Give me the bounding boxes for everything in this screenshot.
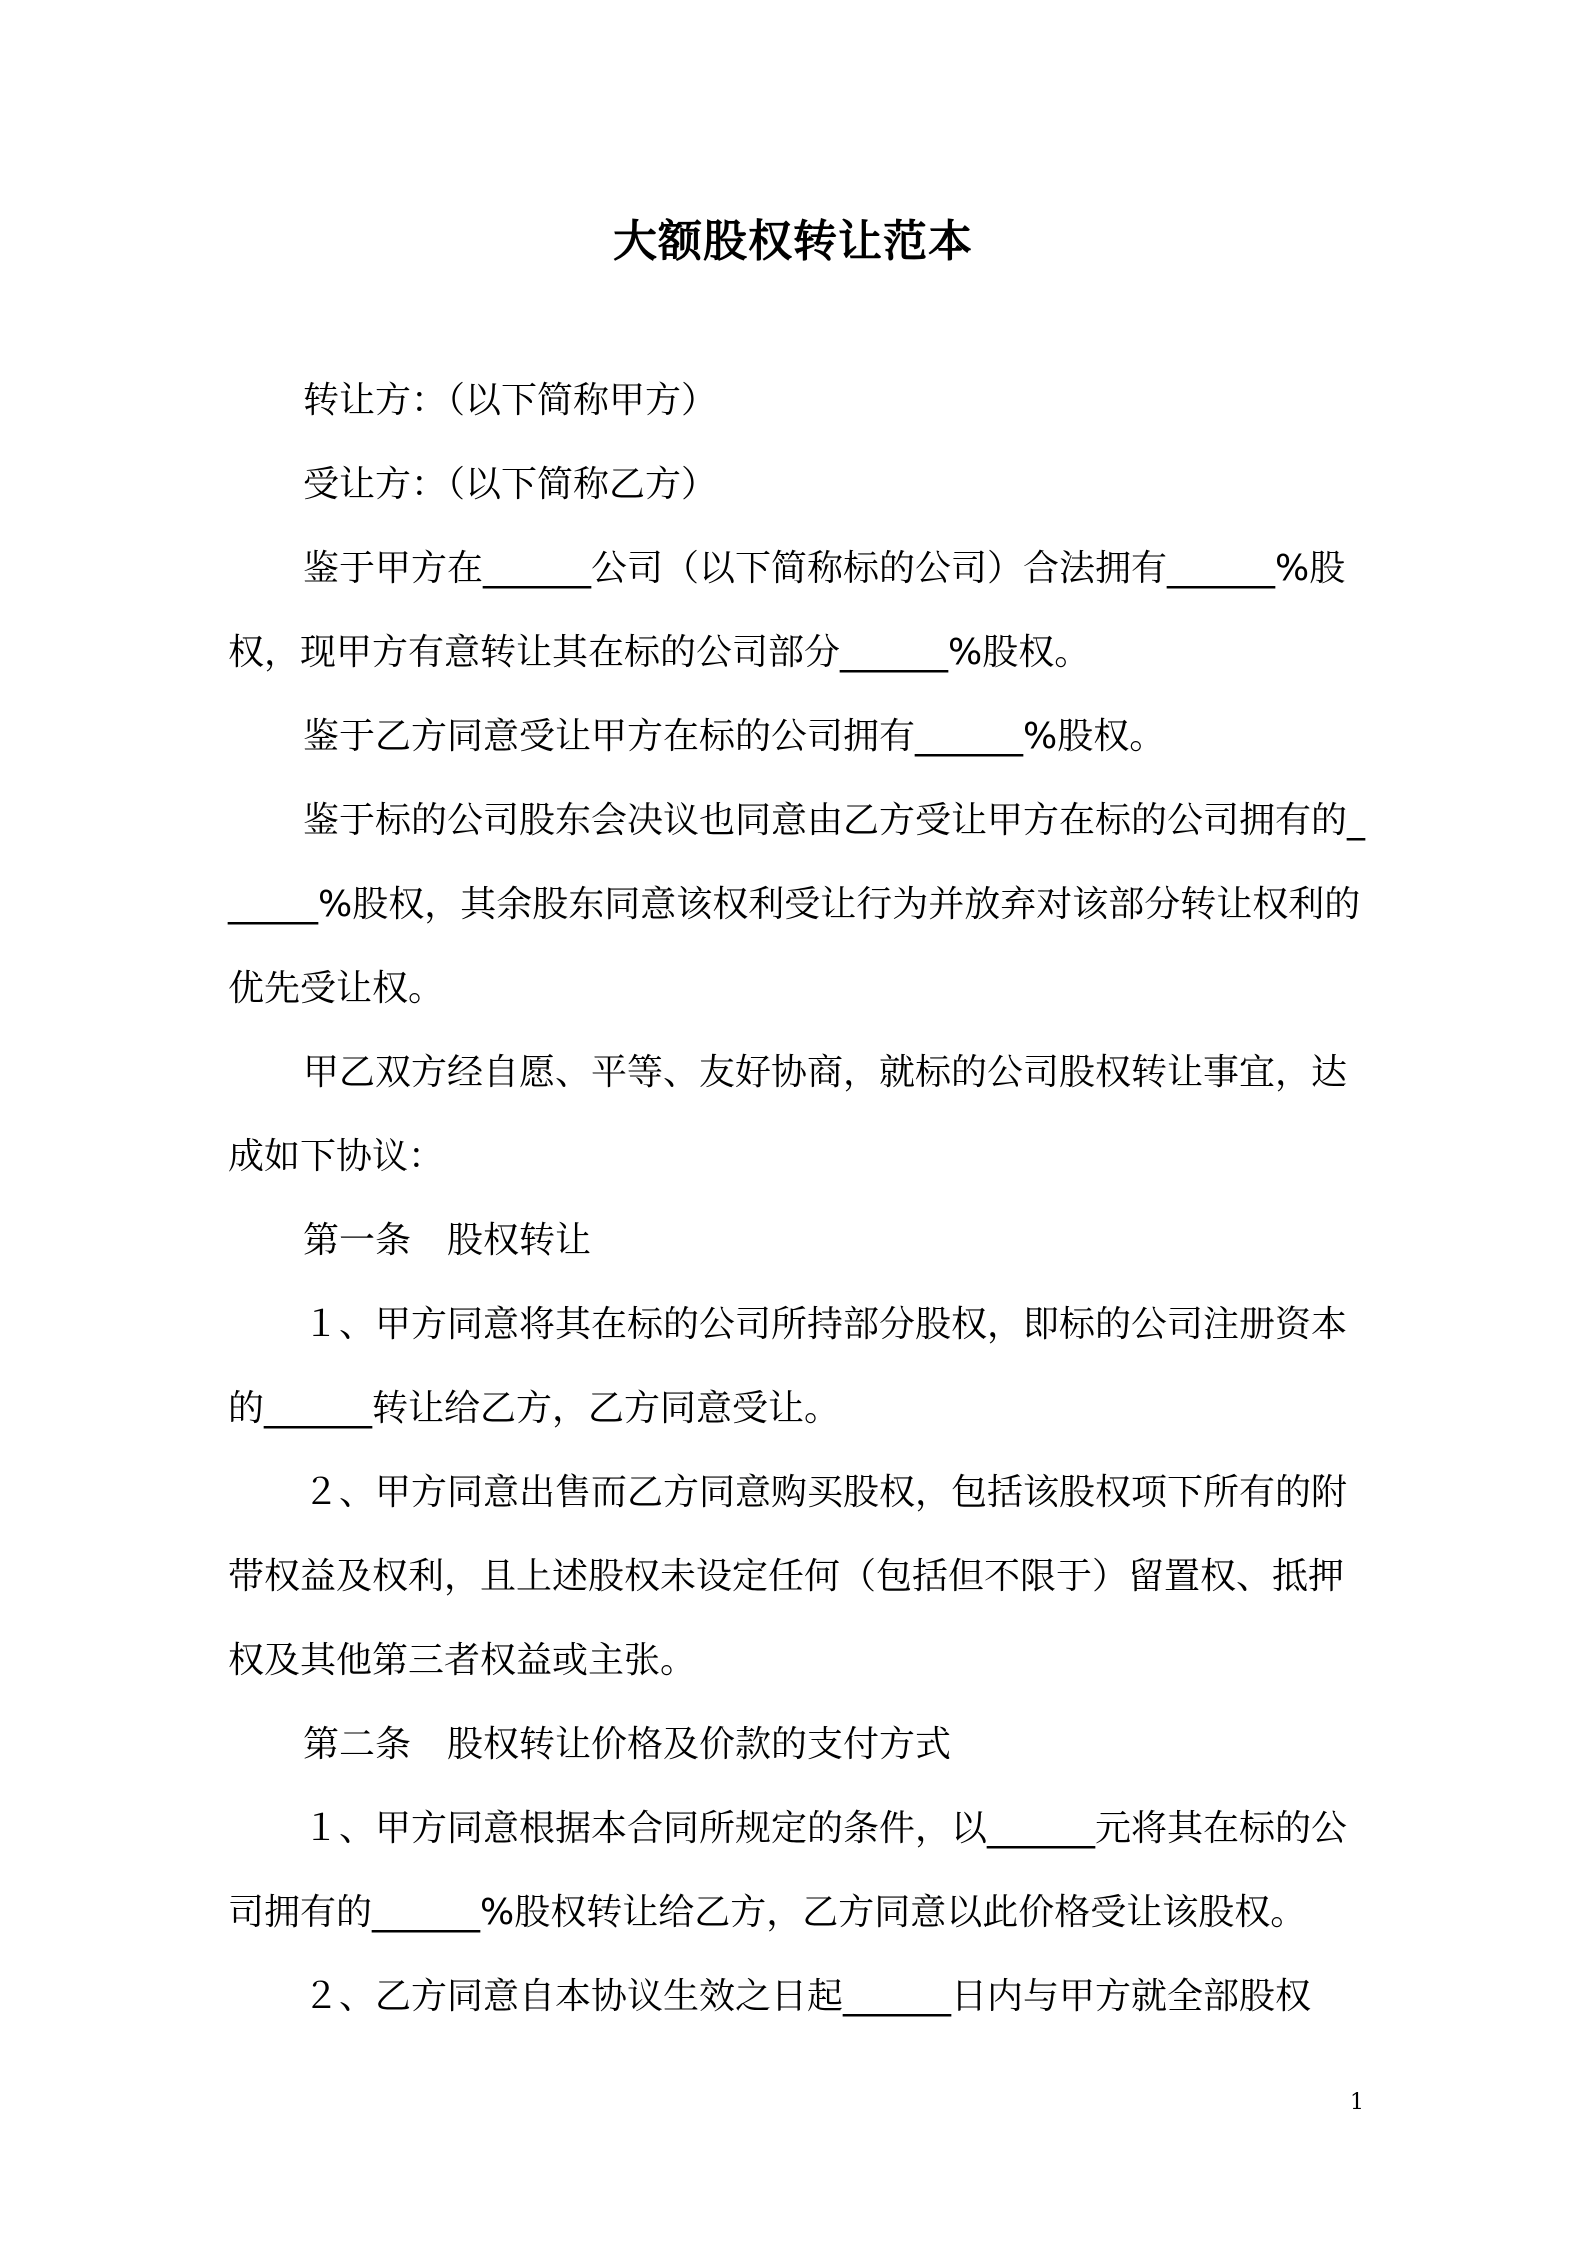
paragraph-recital-3: 鉴于标的公司股东会决议也同意由乙方受让甲方在标的公司拥有的______%股权，其余股东同意该权利受让行为并放弃对该部分转让权利的优先受让权。 xyxy=(228,800,1366,1009)
paragraph-recital-1: 鉴于甲方在______公司（以下简称标的公司）合法拥有______%股权，现甲方有意转让其在标的公司部分______%股权。 xyxy=(228,548,1346,673)
article-1-clause-2: ２、甲方同意出售而乙方同意购买股权，包括该股权项下所有的附带权益及权利，且上述股权未设定任何（包括但不限于）留置权、抵押权及其他第三者权益或主张。 xyxy=(228,1472,1348,1681)
page-number: 1 xyxy=(1350,2090,1364,2115)
article-2-clause-1: １、甲方同意根据本合同所规定的条件，以______元将其在标的公司拥有的______%股权转让给乙方，乙方同意以此价格受让该股权。 xyxy=(228,1808,1348,1933)
paragraph-transferee: 受让方：（以下简称乙方） xyxy=(303,464,718,505)
paragraph-agreement-intro: 甲乙双方经自愿、平等、友好协商，就标的公司股权转让事宜，达成如下协议： xyxy=(228,1052,1348,1177)
paragraph-transferor: 转让方：（以下简称甲方） xyxy=(303,380,718,421)
page-title: 大额股权转让范本 xyxy=(613,216,973,267)
article-1-clause-1: １、甲方同意将其在标的公司所持部分股权，即标的公司注册资本的______转让给乙方，乙方同意受让。 xyxy=(228,1304,1348,1429)
article-2-clause-2: ２、乙方同意自本协议生效之日起______日内与甲方就全部股权 xyxy=(303,1976,1312,2017)
document-body xyxy=(228,359,1376,2039)
article-1-heading: 第一条 股权转让 xyxy=(303,1220,592,1261)
article-2-heading: 第二条 股权转让价格及价款的支付方式 xyxy=(303,1724,952,1765)
paragraph-recital-2: 鉴于乙方同意受让甲方在标的公司拥有______%股权。 xyxy=(303,716,1166,757)
